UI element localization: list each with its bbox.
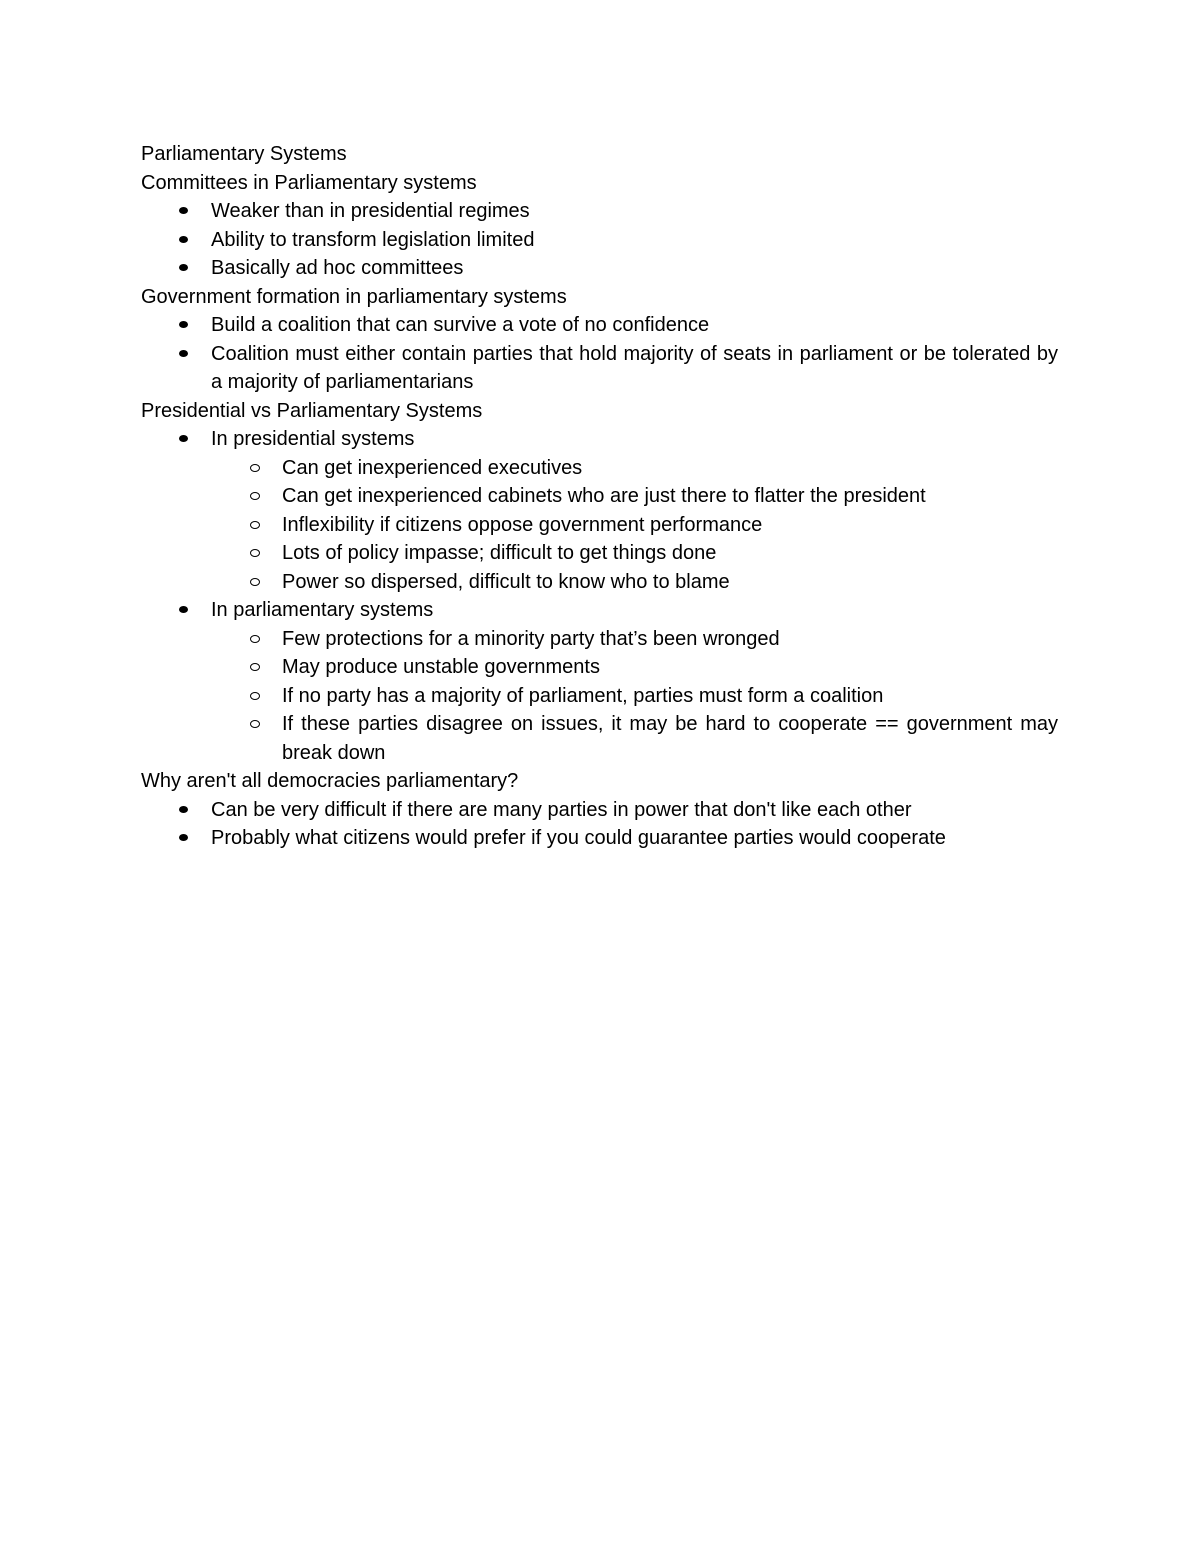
bullet-list-why-not-parliamentary: [141, 796, 1058, 853]
filled-bullet-icon: [179, 264, 188, 271]
hollow-bullet-icon: [250, 578, 260, 586]
sub-list-item: Lots of policy impasse; difficult to get things done: [141, 539, 1058, 568]
list-item: Build a coalition that can survive a vote of no confidence: [141, 311, 1058, 340]
sub-list-item: If these parties disagree on issues, it may be hard to cooperate == government may break down: [141, 710, 1058, 767]
hollow-bullet-icon: [250, 521, 260, 529]
filled-bullet-icon: [179, 321, 188, 328]
list-item: Weaker than in presidential regimes: [141, 197, 1058, 226]
list-item: Basically ad hoc committees: [141, 254, 1058, 283]
section-heading-why-not-parliamentary: Why aren't all democracies parliamentary?: [141, 770, 519, 792]
sub-list-item: Can get inexperienced executives: [141, 454, 1058, 483]
sub-list-item: If no party has a majority of parliament, parties must form a coalition: [141, 682, 1058, 711]
sub-list-item: Few protections for a minority party that’s been wronged: [141, 625, 1058, 654]
hollow-bullet-icon: [250, 692, 260, 700]
list-item: In presidential systems: [141, 425, 1058, 454]
sub-list-item: Power so dispersed, difficult to know who to blame: [141, 568, 1058, 597]
filled-bullet-icon: [179, 207, 188, 214]
hollow-bullet-icon: [250, 663, 260, 671]
section-heading-committees: Committees in Parliamentary systems: [141, 171, 477, 194]
section-heading-presidential-vs-parliamentary: Presidential vs Parliamentary Systems: [141, 399, 483, 422]
hollow-bullet-icon: [250, 492, 260, 500]
hollow-bullet-icon: [250, 464, 260, 472]
list-item: Coalition must either contain parties that hold majority of seats in parliament or be tolerated by a majority of parliamentarians: [141, 340, 1058, 397]
bullet-list-government-formation: [141, 311, 1058, 397]
filled-bullet-icon: [179, 606, 188, 613]
filled-bullet-icon: [179, 834, 188, 841]
document-page: [141, 140, 1058, 853]
list-item: Can be very difficult if there are many parties in power that don't like each other: [141, 796, 1058, 825]
sub-list-item: Inflexibility if citizens oppose government performance: [141, 511, 1058, 540]
sub-list-item: Can get inexperienced cabinets who are just there to flatter the president: [141, 482, 1058, 511]
section-heading-government-formation: Government formation in parliamentary systems: [141, 285, 567, 308]
filled-bullet-icon: [179, 236, 188, 243]
hollow-bullet-icon: [250, 549, 260, 557]
filled-bullet-icon: [179, 806, 188, 813]
list-item: Ability to transform legislation limited: [141, 226, 1058, 255]
bullet-list-comparison: [141, 425, 1058, 767]
list-item: In parliamentary systems: [141, 596, 1058, 625]
sub-list-item: May produce unstable governments: [141, 653, 1058, 682]
hollow-bullet-icon: [250, 720, 260, 728]
bullet-list-committees: [141, 197, 1058, 283]
hollow-bullet-icon: [250, 635, 260, 643]
filled-bullet-icon: [179, 350, 188, 357]
list-item: Probably what citizens would prefer if you could guarantee parties would cooperate: [141, 824, 1058, 853]
document-title: Parliamentary Systems: [141, 143, 347, 165]
filled-bullet-icon: [179, 435, 188, 442]
